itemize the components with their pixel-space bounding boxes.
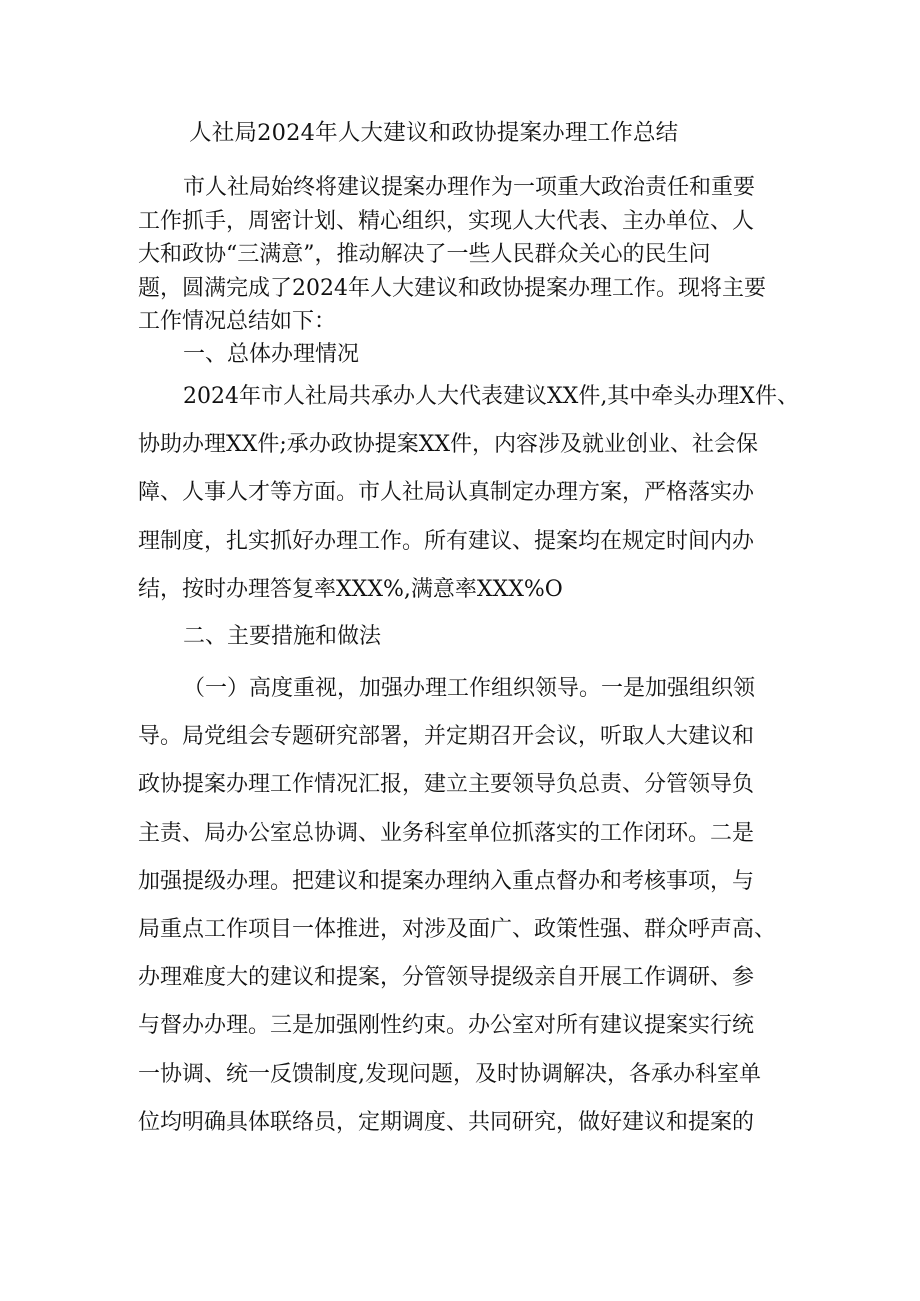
body-line: 协助办理XX件;承办政协提案XX件，内容涉及就业创业、社会保 [138, 432, 759, 458]
body-line: 一协调、统一反馈制度,发现问题，及时协调解决，各承办科室单 [138, 1061, 761, 1087]
body-line: 局重点工作项目一体推进，对涉及面广、政策性强、群众呼声高、 [138, 917, 777, 943]
section2-paragraph [138, 665, 838, 1147]
body-line: 理制度，扎实抓好办理工作。所有建议、提案均在规定时间内办 [138, 528, 755, 554]
body-line: 障、人事人才等方面。市人社局认真制定办理方案，严格落实办 [138, 480, 755, 506]
intro-paragraph [138, 171, 798, 339]
section-heading-overall: 一、总体办理情况 [183, 342, 360, 367]
section1-paragraph [138, 373, 838, 614]
body-line: 主责、局办公室总协调、业务科室单位抓落实的工作闭环。二是 [138, 820, 755, 846]
intro-line: 市人社局始终将建议提案办理作为一项重大政治责任和重要 [183, 175, 756, 200]
body-line: 与督办办理。三是加强刚性约束。办公室对所有建议提案实行统 [138, 1013, 755, 1039]
body-line: 2024年市人社局共承办人大代表建议XX件,其中牵头办理X件、 [183, 384, 799, 409]
body-line: 结，按时办理答复率XXX%,满意率XXX%O [138, 576, 563, 602]
body-line: （一）高度重视，加强办理工作组织领导。一是加强组织领 [183, 676, 756, 701]
body-line: 导。局党组会专题研究部署，并定期召开会议，听取人大建议和 [138, 724, 755, 750]
body-line: 政协提案办理工作情况汇报，建立主要领导负总责、分管领导负 [138, 772, 755, 798]
intro-line: 题，圆满完成了2024年人大建议和政协提案办理工作。现将主要 [138, 275, 766, 301]
intro-line: 工作情况总结如下： [138, 309, 337, 334]
body-line: 办理难度大的建议和提案，分管领导提级亲自开展工作调研、参 [138, 965, 755, 991]
body-line: 位均明确具体联络员，定期调度、共同研究，做好建议和提案的 [138, 1109, 755, 1135]
section-heading-measures: 二、主要措施和做法 [183, 624, 382, 649]
body-line: 加强提级办理。把建议和提案办理纳入重点督办和考核事项，与 [138, 868, 755, 894]
document-title: 人社局2024年人大建议和政协提案办理工作总结 [189, 120, 679, 146]
intro-line: 大和政协“三满意”，推动解决了一些人民群众关心的民生问 [138, 242, 711, 267]
intro-line: 工作抓手，周密计划、精心组织，实现人大代表、主办单位、人 [138, 208, 755, 234]
